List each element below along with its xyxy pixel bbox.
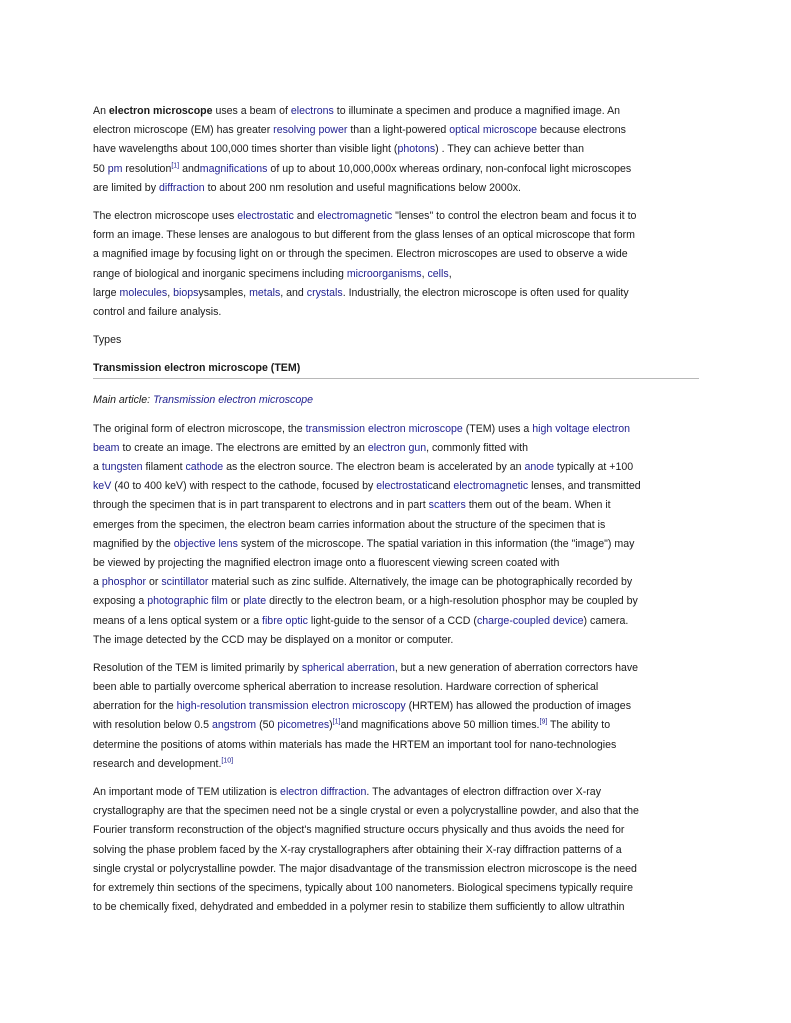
text-line (93, 284, 699, 303)
text: or (227, 595, 244, 608)
text: samples, (203, 286, 250, 299)
text-line (93, 612, 699, 631)
text-line (93, 265, 699, 284)
text: ) camera. (583, 614, 629, 627)
text: , (421, 267, 428, 280)
text: to illuminate a specimen and produce a magnified image. An (333, 105, 621, 117)
text-line (93, 179, 699, 198)
text: magnified by the (93, 537, 174, 550)
text-line (93, 716, 699, 735)
heading-divider (93, 378, 699, 379)
link-optical-microscope[interactable]: optical microscope (449, 124, 537, 137)
text-line: been able to partially overcome spherical aberration to increase resolution. Hardware correction of spherical (93, 681, 599, 694)
text: have wavelengths about 100,000 times shorter than visible light ( (93, 143, 398, 156)
section-heading: Transmission electron microscope (TEM) (93, 362, 301, 375)
link-kev[interactable]: keV (93, 480, 112, 493)
link-electrons[interactable]: electrons (290, 105, 334, 117)
link-microorganisms[interactable]: microorganisms (346, 267, 422, 280)
text: because electrons (537, 124, 626, 137)
link-electrostatic[interactable]: electrostatic (376, 480, 433, 493)
text-line (93, 477, 699, 496)
link-diffraction[interactable]: diffraction (158, 181, 205, 194)
text-line (93, 659, 699, 678)
link-electron-diffraction[interactable]: electron diffraction (280, 786, 367, 798)
text-line (93, 755, 699, 774)
text: with resolution below 0.5 (93, 719, 212, 732)
text: 50 (93, 162, 108, 175)
link-electrostatic[interactable]: electrostatic (237, 209, 294, 222)
link-cells[interactable]: cells (427, 267, 449, 280)
text-line: control and failure analysis. (93, 305, 222, 318)
text: large (93, 286, 120, 299)
text-line: for extremely thin sections of the specimens, typically about 100 nanometers. Biological specimens typically require (93, 881, 633, 894)
text: system of the microscope. The spatial variation in this information (the "image") may (237, 537, 635, 550)
text: and magnifications above 50 million times. (340, 719, 540, 732)
bold-term: electron microscope (108, 105, 213, 117)
main-article-note (93, 391, 699, 410)
text: (HRTEM) has allowed the production of images (405, 700, 631, 713)
text: and (432, 480, 454, 493)
text-line (93, 207, 699, 226)
link-pm[interactable]: pm (107, 162, 123, 175)
text: range of biological and inorganic specimens including (93, 267, 347, 280)
link-scintillator[interactable]: scintillator (161, 576, 209, 589)
text-line (93, 458, 699, 477)
text-line: form an image. These lenses are analogous to but different from the glass lenses of an optical microscope that form (93, 229, 635, 242)
text: "lenses" to control the electron beam and focus it to (392, 209, 637, 222)
text-line (93, 160, 699, 179)
text-line: to be chemically fixed, dehydrated and embedded in a polymer resin to stabilize them sufficiently to allow ultrathin (93, 901, 625, 914)
link-crystals[interactable]: crystals (306, 286, 343, 299)
text: y (198, 286, 204, 299)
document-page (93, 102, 699, 917)
text-line (93, 783, 699, 802)
text-line (93, 140, 699, 159)
link-photons[interactable]: photons (397, 143, 436, 156)
text: light-guide to the sensor of a CCD ( (307, 614, 477, 627)
text: typically at +100 (553, 461, 634, 473)
link-electron[interactable]: electron (592, 422, 631, 435)
link-electromagnetic[interactable]: electromagnetic (317, 209, 393, 222)
text: ) . They can achieve better than (435, 143, 584, 156)
link-cathode[interactable]: cathode (185, 461, 224, 473)
text-line: a magnified image by focusing light on or through the specimen. Electron microscopes are used to observe a wide (93, 248, 628, 261)
text: them out of the beam. When it (465, 499, 611, 512)
text: (50 (256, 719, 278, 732)
text-line (93, 496, 699, 515)
text: , (167, 286, 174, 299)
text-line: The image detected by the CCD may be displayed on a monitor or computer. (93, 633, 454, 646)
text: are limited by (93, 181, 159, 194)
link-beam[interactable]: beam (93, 441, 120, 454)
text-line: single crystal or polycrystalline powder. The major disadvantage of the transmission electron microscope is the need (93, 862, 637, 875)
intro-paragraph (93, 102, 699, 198)
link-picometres[interactable]: picometres (277, 719, 330, 732)
link-angstrom[interactable]: angstrom (211, 719, 257, 732)
link-metals[interactable]: metals (249, 286, 281, 299)
text: to create an image. The electrons are emitted by an (119, 441, 368, 454)
text: , commonly fitted with (426, 441, 528, 454)
link-resolving-power[interactable]: resolving power (273, 124, 348, 137)
link-photographic-film[interactable]: photographic film (147, 595, 228, 608)
text: material such as zinc sulfide. Alternatively, the image can be photographically recorded by (208, 576, 633, 589)
link-hrtem[interactable]: high-resolution transmission electron microscopy (176, 700, 406, 713)
text: to about 200 nm resolution and useful magnifications below 2000x. (204, 181, 521, 194)
text: as the electron source. The electron beam is accelerated by an (223, 461, 525, 473)
text: or (146, 576, 162, 589)
text-line (93, 439, 699, 458)
text-line (93, 102, 699, 121)
text-line (93, 121, 699, 140)
link-high-voltage[interactable]: high voltage (532, 422, 590, 435)
link-electromagnetic[interactable]: electromagnetic (453, 480, 529, 493)
text: resolution (122, 162, 172, 175)
types-label: Types (93, 334, 122, 347)
link-transmission-electron-microscope[interactable]: Transmission electron microscope (153, 394, 314, 407)
text: , but a new generation of aberration correctors have (394, 661, 639, 674)
text-line (93, 420, 699, 439)
text: exposing a (93, 595, 148, 608)
link-charge-coupled-device[interactable]: charge-coupled device (476, 614, 584, 627)
link-anode[interactable]: anode (524, 461, 554, 473)
resolution-paragraph (93, 659, 699, 774)
link-tungsten[interactable]: tungsten (101, 461, 143, 473)
text: ) (329, 719, 333, 732)
tem-paragraph (93, 420, 699, 650)
text: and (293, 209, 318, 222)
text: uses a beam of (212, 105, 291, 117)
text: than a light-powered (347, 124, 450, 137)
text: . The advantages of electron diffraction over X-ray (366, 786, 601, 798)
text-line (93, 592, 699, 611)
text: , (448, 267, 452, 280)
text-line: solving the phase problem faced by the X-ray crystallographers after obtaining their X-ray diffraction patterns of a (93, 843, 622, 856)
text: The original form of electron microscope, the (93, 422, 306, 435)
link-molecules[interactable]: molecules (119, 286, 168, 299)
text: directly to the electron beam, or a high-resolution phosphor may be coupled by (266, 595, 638, 608)
link-objective-lens[interactable]: objective lens (173, 537, 238, 550)
text-line: Fourier transform reconstruction of the object's magnified structure occurs physically and thus avoids the need for (93, 824, 625, 837)
text: a (93, 461, 102, 473)
text: An (93, 105, 109, 117)
text: of up to about 10,000,000x whereas ordinary, non-confocal light microscopes (267, 162, 632, 175)
text: The electron microscope uses (93, 209, 238, 222)
text: (40 to 400 keV) with respect to the cathode, focused by (111, 480, 377, 493)
link-spherical-aberration[interactable]: spherical aberration (301, 661, 395, 674)
citation-1[interactable]: [1] (332, 718, 341, 726)
text: lenses, and transmitted (528, 480, 641, 493)
text: The ability to (547, 719, 611, 732)
citation-1[interactable]: [1] (171, 162, 180, 170)
text: filament (142, 461, 186, 473)
link-plate[interactable]: plate (243, 595, 267, 608)
text: means of a lens optical system or a (93, 614, 262, 627)
text: An important mode of TEM utilization is (93, 786, 281, 798)
text-line: crystallography are that the specimen need not be a single crystal or even a polycrystalline powder, and also that the (93, 805, 639, 818)
lenses-paragraph (93, 207, 699, 322)
text-line: determine the positions of atoms within materials has made the HRTEM an important tool for nano-technologies (93, 738, 617, 751)
text: research and development. (93, 757, 222, 770)
citation-10[interactable]: [10] (221, 757, 234, 765)
link-scatters[interactable]: scatters (428, 499, 466, 512)
text: aberration for the (93, 700, 177, 713)
diffraction-paragraph (93, 783, 699, 917)
text: (TEM) uses a (462, 422, 533, 435)
text: Main article: (93, 394, 154, 407)
text-line: be viewed by projecting the magnified electron image onto a fluorescent viewing screen coated with (93, 556, 560, 569)
link-fibre-optic[interactable]: fibre optic (262, 614, 308, 627)
link-tem[interactable]: transmission electron microscope (305, 422, 463, 435)
text-line: emerges from the specimen, the electron beam carries information about the structure of the specimen that is (93, 518, 606, 531)
text-line (93, 535, 699, 554)
text-line (93, 573, 699, 592)
text: electron microscope (EM) has greater (93, 124, 274, 137)
text: , and (280, 286, 307, 299)
link-electron-gun[interactable]: electron gun (367, 441, 427, 454)
link-magnifications[interactable]: magnifications (199, 162, 268, 175)
text: through the specimen that is in part transparent to electrons and in part (93, 499, 429, 512)
text: a (93, 576, 102, 589)
citation-9[interactable]: [9] (539, 718, 548, 726)
text: and (179, 162, 200, 175)
text-line (93, 697, 699, 716)
link-biopsy[interactable]: biops (173, 286, 199, 299)
text: Resolution of the TEM is limited primarily by (93, 661, 302, 674)
link-phosphor[interactable]: phosphor (101, 576, 147, 589)
text: . Industrially, the electron microscope is often used for quality (342, 286, 629, 299)
